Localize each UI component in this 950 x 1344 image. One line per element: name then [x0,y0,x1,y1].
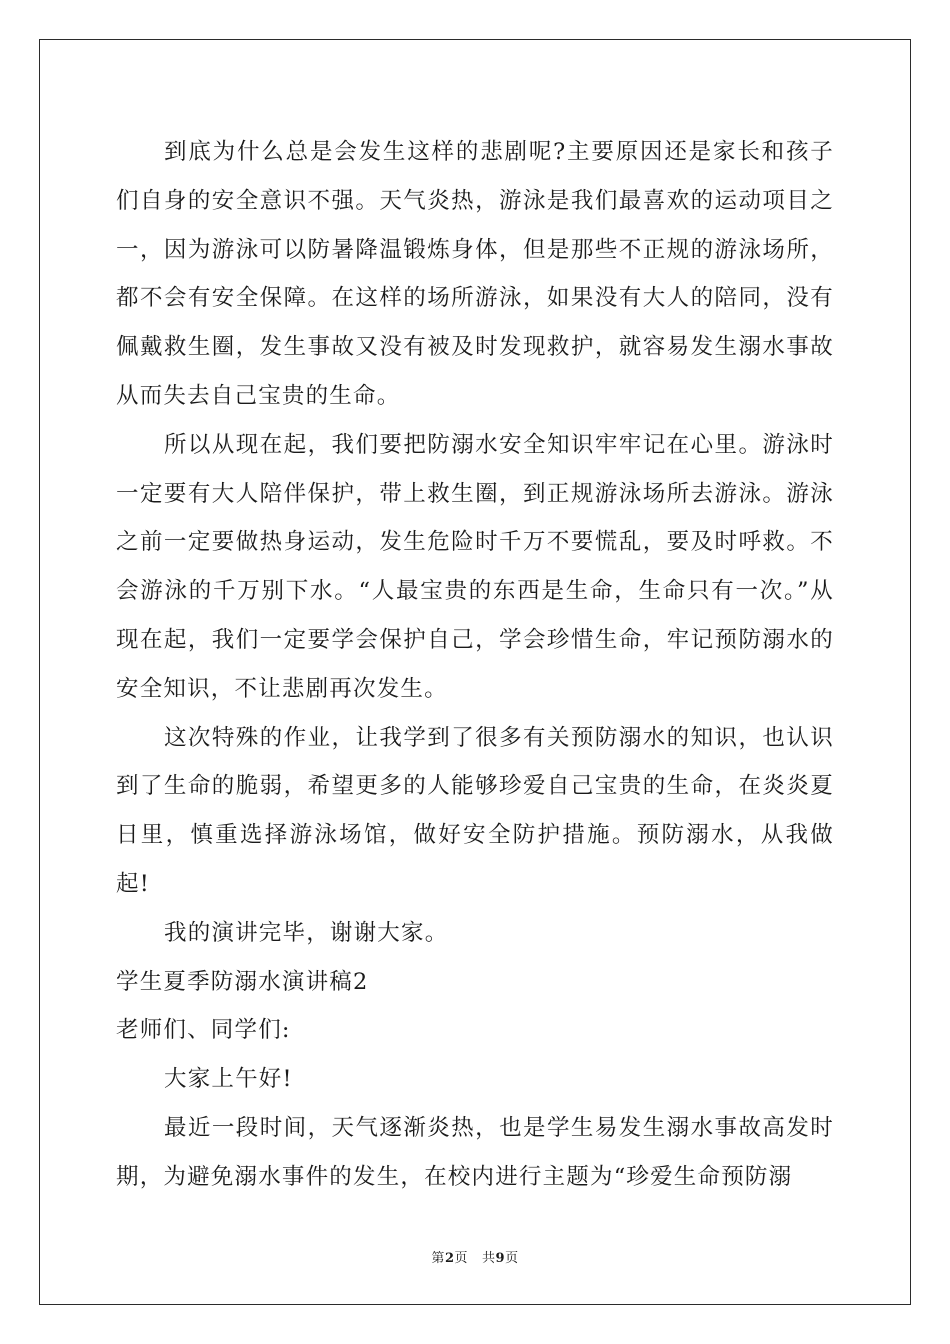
section-heading: 学生夏季防溺水演讲稿2 [116,968,369,995]
total-label-suffix: 页 [505,1251,519,1266]
closing-line: 我的演讲完毕，谢谢大家。 [164,919,449,946]
page-footer [0,1247,950,1266]
greeting: 大家上午好! [164,1066,293,1093]
total-label-prefix: 共 [482,1251,496,1266]
document-body [116,128,834,1202]
total-pages: 9 [495,1251,506,1266]
body-paragraph: 所以从现在起，我们要把防溺水安全知识牢牢记在心里。游泳时一定要有大人陪伴保护，带上救生圈，到正规游泳场所去游泳。游泳之前一定要做热身运动，发生危险时千万不要慌乱，要及时呼救。不会游泳的千万别下水。“人最宝贵的东西是生命，生命只有一次。”从现在起，我们一定要学会保护自己，学会珍惜生命，牢记预防溺水的安全知识，不让悲剧再次发生。 [116,431,834,702]
page-label-prefix: 第 [431,1251,445,1266]
body-paragraph: 最近一段时间，天气逐渐炎热，也是学生易发生溺水事故高发时期，为避免溺水事件的发生，在校内进行主题为“珍爱生命预防溺 [116,1114,834,1190]
page-number: 2 [444,1251,455,1266]
body-paragraph: 这次特殊的作业，让我学到了很多有关预防溺水的知识，也认识到了生命的脆弱，希望更多的人能够珍爱自己宝贵的生命，在炎炎夏日里，慎重选择游泳场馆，做好安全防护措施。预防溺水，从我做起! [116,724,834,897]
body-paragraph: 到底为什么总是会发生这样的悲剧呢?主要原因还是家长和孩子们自身的安全意识不强。天气炎热，游泳是我们最喜欢的运动项目之一，因为游泳可以防暑降温锻炼身体，但是那些不正规的游泳场所，都不会有安全保障。在这样的场所游泳，如果没有大人的陪同，没有佩戴救生圈，发生事故又没有被及时发现救护，就容易发生溺水事故从而失去自己宝贵的生命。 [116,139,834,409]
page-label-suffix: 页 [454,1251,468,1266]
salutation: 老师们、同学们: [116,1017,291,1044]
